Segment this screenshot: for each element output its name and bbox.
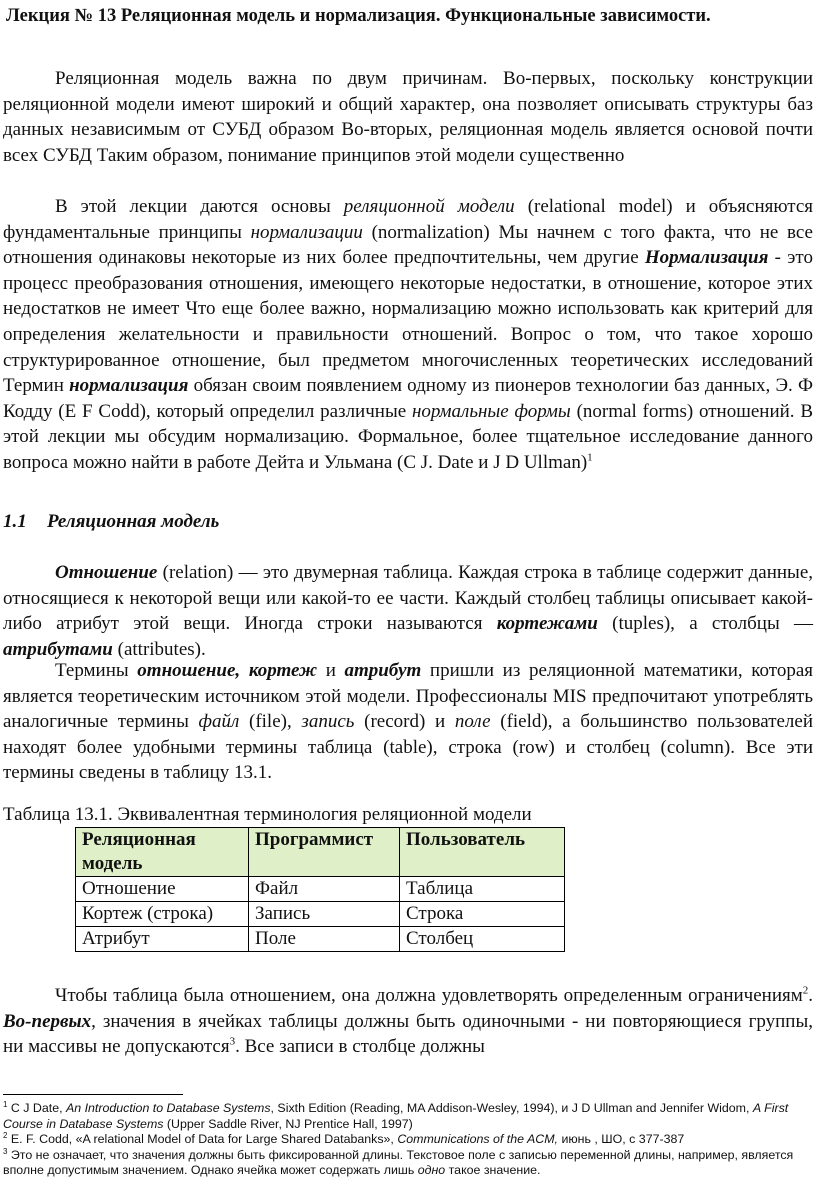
emphasis: одно: [417, 1163, 446, 1177]
table-header-row: [76, 828, 565, 877]
text-run: E. F. Codd, «A relational Model of Data for Large Shared Databanks»,: [7, 1132, 398, 1146]
journal-title: Communications of the ACM,: [397, 1132, 558, 1146]
text-run: (Upper Saddle River, NJ Prentice Hall, 1997): [163, 1116, 413, 1131]
footnote-mark: 3: [3, 1146, 8, 1156]
term-attributes: атрибутами: [3, 638, 113, 660]
text-run: (field), а большинство пользователей находят более удобными термины таблица (table), строка (row) и столбец (column). Все эти термины сведены в таблицу 13.1.: [3, 711, 814, 784]
table-cell: Таблица: [400, 877, 565, 902]
text-run: Термины: [55, 660, 138, 681]
table-cell: Строка: [400, 902, 565, 927]
term-relational-model: реляционной модели: [343, 196, 515, 217]
table-cell: Файл: [249, 877, 400, 902]
text-run: (tuples), а столбцы —: [597, 613, 813, 635]
text-run: обязан своим появлением одному из пионеров технологии баз данных, Э. Ф Кодду (Е F Codd), который определил различные: [3, 375, 813, 422]
footnote-ref-1: 1: [587, 451, 593, 464]
term-relation-tuple: отношение, кортеж: [137, 660, 318, 681]
text-run: (relational model) и объясняются фундаментальные принципы: [3, 196, 813, 243]
text-run: .: [808, 985, 813, 1006]
footnote-mark: 2: [3, 1130, 8, 1140]
table-cell: Столбец: [400, 927, 565, 952]
term-file: файл: [198, 711, 240, 733]
term-field: поле: [454, 711, 491, 733]
terminology-table: [75, 827, 565, 952]
book-title: An Introduction to Database Systems: [65, 1101, 271, 1115]
table-cell: Атрибут: [76, 927, 249, 952]
term-first: Во-первых: [3, 1010, 92, 1032]
header-user: Пользователь: [400, 828, 565, 877]
section-number: 1.1: [3, 511, 27, 532]
header-programmer: Программист: [249, 828, 400, 877]
footnote-mark: 1: [3, 1099, 8, 1109]
text-run: (file),: [239, 711, 302, 733]
term-normalization-bold-2: нормализация: [69, 375, 189, 397]
paragraph-normalization: [3, 194, 813, 476]
table-caption: Таблица 13.1. Эквивалентная терминология реляционной модели: [3, 804, 532, 825]
footnote-2: [3, 1132, 815, 1148]
footnote-3: [3, 1148, 815, 1179]
section-title: Реляционная модель: [47, 511, 220, 532]
footnote-ref-3: 3: [229, 1035, 236, 1048]
text-run: Это не означает, что значения должны быть фиксированной длины. Текстовое поле с записью переменной длины, например, является вполне допустимым значением. Однако ячейка может содержать лишь: [3, 1147, 794, 1177]
book-title: A First Course in Database Systems: [3, 1101, 789, 1131]
text-run: . Все записи в столбце должны: [235, 1036, 485, 1058]
table-cell: Запись: [249, 902, 400, 927]
text-run: (normal forms) отношений. В этой лекции мы обсудим нормализацию. Формальное, более тщательное исследование данного вопроса можно найти в работе Дейта и Ульмана (С J. Date и J D Ullman): [3, 400, 813, 473]
text-run: С J Date,: [7, 1101, 66, 1115]
table-cell: Поле: [249, 927, 400, 952]
text-run: Чтобы таблица была отношением, она должна удовлетворять определенным ограничениям: [55, 985, 803, 1006]
table-row: [76, 902, 565, 927]
text-run: такое значение.: [445, 1163, 541, 1177]
paragraph-terms: [3, 658, 813, 786]
footnote-divider: [3, 1094, 183, 1095]
text-run: пришли из реляционной математики, которая является теоретическим источником этой модели. Профессионалы MIS предпочитают употреблять аналогичные термины: [3, 660, 814, 733]
term-normalization-bold: Нормализация: [644, 247, 769, 269]
text-run: (normalization) Мы начнем с того факта, что не все отношения одинаковы некоторые из них более предпочтительны, чем другие: [3, 221, 813, 269]
paragraph-relation: [3, 560, 813, 662]
paragraph-constraints: [3, 983, 813, 1060]
lecture-title: Лекция № 13 Реляционная модель и нормализация. Функциональные зависимости.: [6, 6, 711, 26]
text-run: (attributes).: [112, 638, 206, 660]
term-tuples: кортежами: [496, 613, 598, 635]
term-attribute: атрибут: [344, 660, 422, 681]
table-cell: Кортеж (строка): [76, 902, 249, 927]
term-normal-forms: нормальные формы: [411, 400, 571, 422]
section-heading: [3, 511, 219, 533]
footnotes: [3, 1101, 815, 1179]
footnote-1: [3, 1101, 815, 1132]
table-row: [76, 927, 565, 952]
text-run: (record) и: [354, 711, 455, 733]
text-run: - это процесс преобразования отношения, имеющего некоторые недостатки, в отношение, которое этих недостатков не имеет Что еще более важно, нормализацию можно использовать как критерий для определения желательности и правильности отношений. Вопрос о том, что такое хорошо структурированное отношение, был предметом многочисленных теоретических исследований Термин: [3, 247, 813, 397]
text-run: , Sixth Edition (Reading, MA Addison-Wesley, 1994), и J D Ullman and Jennifer Widom,: [270, 1101, 753, 1115]
header-relational-model: Реляционная модель: [76, 828, 249, 877]
table-row: [76, 877, 565, 902]
term-relation: Отношение: [55, 562, 158, 583]
text-run: В этой лекции даются основы: [55, 196, 344, 217]
text-run: и: [317, 660, 345, 681]
term-normalization-italic: нормализации: [250, 221, 363, 243]
text-run: июнь , ШО, с 377-387: [558, 1132, 685, 1146]
term-record: запись: [301, 711, 355, 733]
paragraph-intro: Реляционная модель важна по двум причинам. Во-первых, поскольку конструкции реляционной модели имеют широкий и общий характер, она позволяет описывать структуры баз данных независимым от СУБД образом Во-вторых, реляционная модель является основой почти всех СУБД Таким образом, понимание принципов этой модели существенно: [3, 68, 813, 166]
table-cell: Отношение: [76, 877, 249, 902]
text-run: (relation) — это двумерная таблица. Каждая строка в таблице содержит данные, относящиеся к некоторой вещи или какой-то ее части. Каждый столбец таблицы описывает какой-либо атрибут этой вещи. Иногда строки называются: [3, 562, 813, 635]
text-run: , значения в ячейках таблицы должны быть одиночными - ни повторяющиеся группы, ни массивы не допускаются: [3, 1010, 813, 1058]
footnote-ref-2: 2: [802, 984, 809, 997]
